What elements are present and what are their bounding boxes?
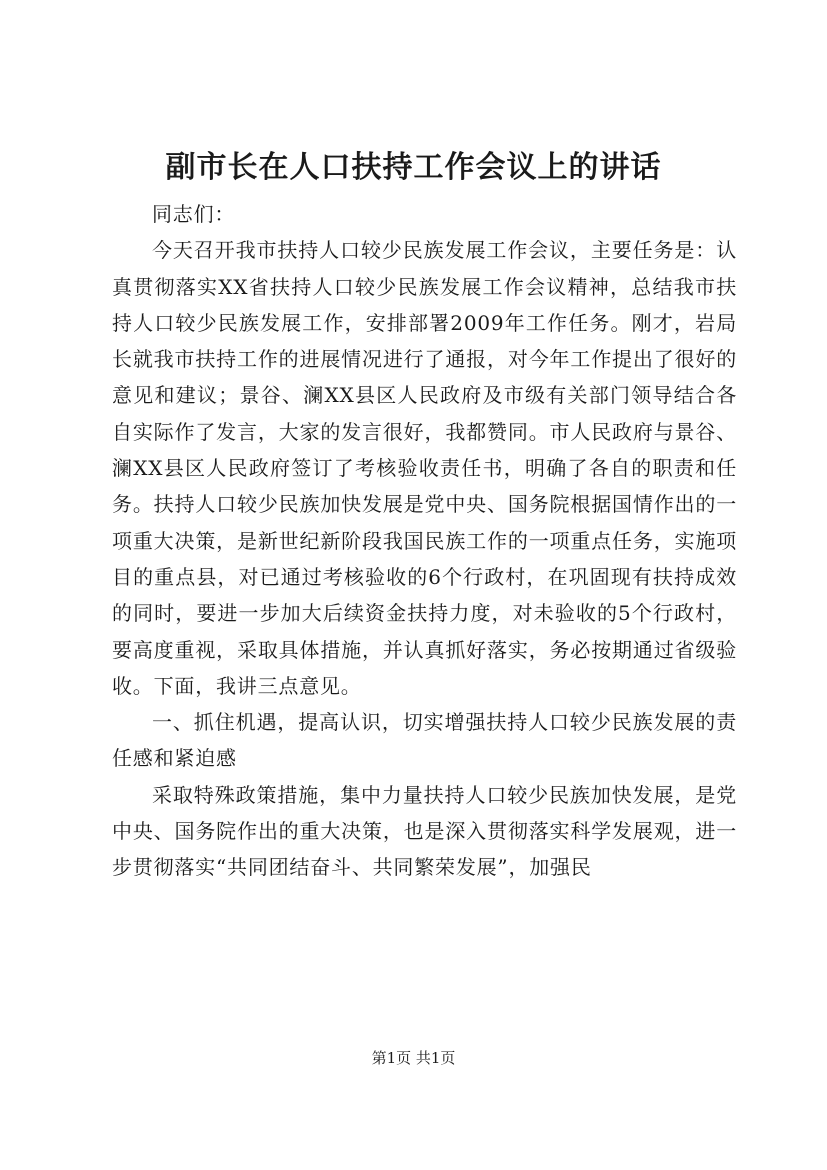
section-one-paragraph: 采取特殊政策措施，集中力量扶持人口较少民族加快发展，是党中央、国务院作出的重大决策，也是深入贯彻落实科学发展观，进一步贯彻落实“共同团结奋斗、共同繁荣发展”，加强民 (112, 782, 737, 880)
intro-paragraph: 今天召开我市扶持人口较少民族发展工作会议，主要任务是：认真贯彻落实XX省扶持人口较少民族发展工作会议精神，总结我市扶持人口较少民族发展工作，安排部署2009年工作任务。刚才，岩局长就我市扶持工作的进展情况进行了通报，对今年工作提出了很好的意见和建议；景谷、澜XX县区人民政府及市级有关部门领导结合各自实际作了发言，大家的发言很好，我都赞同。市人民政府与景谷、澜XX县区人民政府签订了考核验收责任书，明确了各自的职责和任务。扶持人口较少民族加快发展是党中央、国务院根据国情作出的一项重大决策，是新世纪新阶段我国民族工作的一项重点任务，实施项目的重点县，对已通过考核验收的6个行政村，在巩固现有扶持成效的同时，要进一步加大后续资金扶持力度，对未验收的5个行政村，要高度重视，采取具体措施，并认真抓好落实，务必按期通过省级验收。下面，我讲三点意见。 (112, 238, 737, 698)
page-number-footer: 第1页 共1页 (371, 1049, 456, 1067)
document-title: 副市长在人口扶持工作会议上的讲话 (165, 150, 662, 185)
salutation-paragraph: 同志们： (152, 202, 236, 226)
section-heading-one: 一、抓住机遇，提高认识，切实增强扶持人口较少民族发展的责任感和紧迫感 (112, 710, 737, 771)
document-body (112, 196, 737, 886)
